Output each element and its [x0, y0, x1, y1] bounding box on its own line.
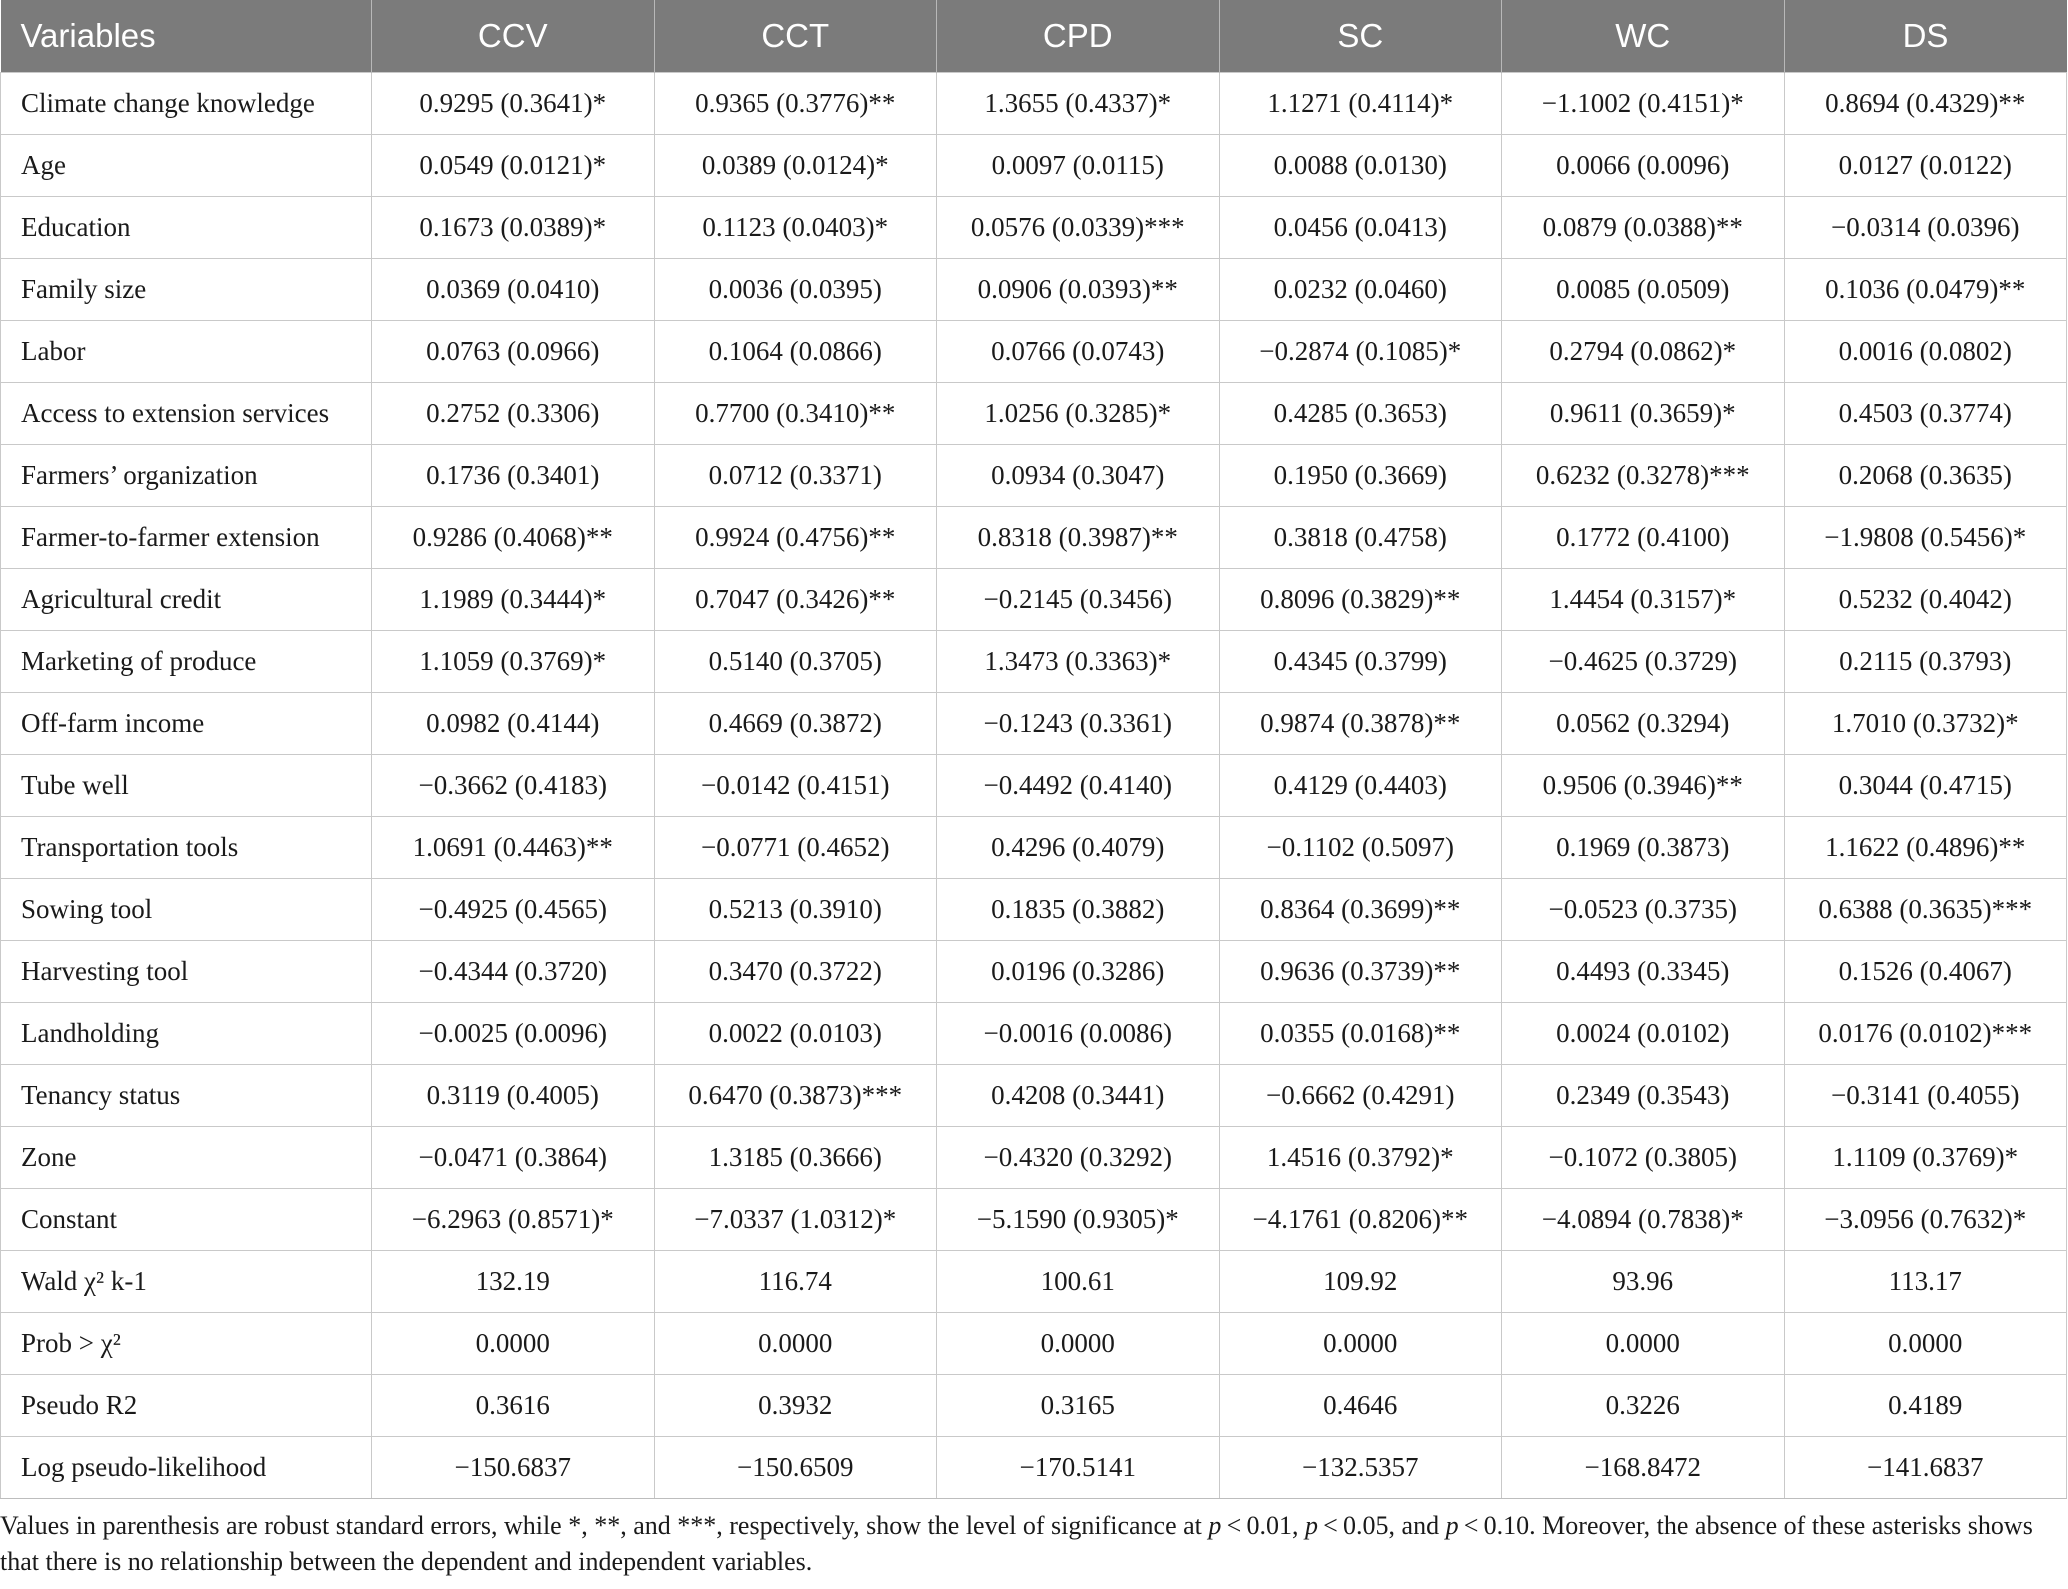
- coefficient-cell: 0.2115 (0.3793): [1784, 631, 2067, 693]
- coefficient-cell: 0.5213 (0.3910): [654, 879, 937, 941]
- coefficient-cell: 0.0000: [654, 1313, 937, 1375]
- coefficient-cell: 0.4208 (0.3441): [937, 1065, 1220, 1127]
- table-row: [1, 1127, 2067, 1189]
- coefficient-cell: −3.0956 (0.7632)*: [1784, 1189, 2067, 1251]
- header-ds: DS: [1784, 0, 2067, 73]
- coefficient-cell: 0.3470 (0.3722): [654, 941, 937, 1003]
- table-row: [1, 73, 2067, 135]
- coefficient-cell: −0.0025 (0.0096): [372, 1003, 655, 1065]
- coefficient-cell: 0.0766 (0.0743): [937, 321, 1220, 383]
- coefficient-cell: −0.6662 (0.4291): [1219, 1065, 1502, 1127]
- coefficient-cell: −0.1072 (0.3805): [1502, 1127, 1785, 1189]
- coefficient-cell: −0.4344 (0.3720): [372, 941, 655, 1003]
- table-body: [1, 73, 2067, 1499]
- table-row: [1, 197, 2067, 259]
- coefficient-cell: 0.4493 (0.3345): [1502, 941, 1785, 1003]
- coefficient-cell: 0.0369 (0.0410): [372, 259, 655, 321]
- coefficient-cell: −0.4492 (0.4140): [937, 755, 1220, 817]
- coefficient-cell: 1.1271 (0.4114)*: [1219, 73, 1502, 135]
- variable-name-cell: Farmer-to-farmer extension: [1, 507, 372, 569]
- coefficient-cell: 0.4296 (0.4079): [937, 817, 1220, 879]
- coefficient-cell: 0.1673 (0.0389)*: [372, 197, 655, 259]
- coefficient-cell: 0.9365 (0.3776)**: [654, 73, 937, 135]
- coefficient-cell: 0.7047 (0.3426)**: [654, 569, 937, 631]
- coefficient-cell: −1.9808 (0.5456)*: [1784, 507, 2067, 569]
- variable-name-cell: Off-farm income: [1, 693, 372, 755]
- coefficient-cell: 0.9611 (0.3659)*: [1502, 383, 1785, 445]
- coefficient-cell: 1.3473 (0.3363)*: [937, 631, 1220, 693]
- coefficient-cell: 0.1036 (0.0479)**: [1784, 259, 2067, 321]
- coefficient-cell: −0.2874 (0.1085)*: [1219, 321, 1502, 383]
- coefficient-cell: 0.1835 (0.3882): [937, 879, 1220, 941]
- coefficient-cell: 113.17: [1784, 1251, 2067, 1313]
- coefficient-cell: −170.5141: [937, 1437, 1220, 1499]
- coefficient-cell: 1.1622 (0.4896)**: [1784, 817, 2067, 879]
- coefficient-cell: 1.3185 (0.3666): [654, 1127, 937, 1189]
- coefficient-cell: 0.0066 (0.0096): [1502, 135, 1785, 197]
- coefficient-cell: 0.3119 (0.4005): [372, 1065, 655, 1127]
- variable-name-cell: Agricultural credit: [1, 569, 372, 631]
- variable-name-cell: Family size: [1, 259, 372, 321]
- coefficient-cell: 109.92: [1219, 1251, 1502, 1313]
- table-row: [1, 1375, 2067, 1437]
- coefficient-cell: −0.3141 (0.4055): [1784, 1065, 2067, 1127]
- coefficient-cell: 0.0016 (0.0802): [1784, 321, 2067, 383]
- coefficient-cell: 0.1526 (0.4067): [1784, 941, 2067, 1003]
- coefficient-cell: 0.9295 (0.3641)*: [372, 73, 655, 135]
- coefficient-cell: 0.4285 (0.3653): [1219, 383, 1502, 445]
- coefficient-cell: 0.8318 (0.3987)**: [937, 507, 1220, 569]
- coefficient-cell: −0.3662 (0.4183): [372, 755, 655, 817]
- coefficient-cell: −7.0337 (1.0312)*: [654, 1189, 937, 1251]
- coefficient-cell: 0.0036 (0.0395): [654, 259, 937, 321]
- coefficient-cell: 0.0000: [372, 1313, 655, 1375]
- variable-name-cell: Transportation tools: [1, 817, 372, 879]
- variable-name-cell: Harvesting tool: [1, 941, 372, 1003]
- coefficient-cell: 0.8694 (0.4329)**: [1784, 73, 2067, 135]
- coefficient-cell: 1.7010 (0.3732)*: [1784, 693, 2067, 755]
- footnote-text-2: < 0.01,: [1221, 1511, 1305, 1540]
- coefficient-cell: −4.1761 (0.8206)**: [1219, 1189, 1502, 1251]
- variable-name-cell: Farmers’ organization: [1, 445, 372, 507]
- header-cct: CCT: [654, 0, 937, 73]
- coefficient-cell: −0.4625 (0.3729): [1502, 631, 1785, 693]
- table-row: [1, 1003, 2067, 1065]
- header-variables: Variables: [1, 0, 372, 73]
- coefficient-cell: −0.1102 (0.5097): [1219, 817, 1502, 879]
- variable-name-cell: Landholding: [1, 1003, 372, 1065]
- coefficient-cell: 0.3932: [654, 1375, 937, 1437]
- table-row: [1, 1313, 2067, 1375]
- variable-name-cell: Constant: [1, 1189, 372, 1251]
- footnote-text-1: Values in parenthesis are robust standard errors, while *, **, and ***, respectively, show the level of significance at: [0, 1511, 1209, 1540]
- table-footnote: [0, 1508, 2066, 1580]
- coefficient-cell: −1.1002 (0.4151)*: [1502, 73, 1785, 135]
- coefficient-cell: 0.0355 (0.0168)**: [1219, 1003, 1502, 1065]
- table-header-row: [1, 0, 2067, 73]
- coefficient-cell: 0.1969 (0.3873): [1502, 817, 1785, 879]
- footnote-p-symbol-2: p: [1304, 1511, 1318, 1540]
- header-cpd: CPD: [937, 0, 1220, 73]
- coefficient-cell: 0.0906 (0.0393)**: [937, 259, 1220, 321]
- coefficient-cell: −0.0471 (0.3864): [372, 1127, 655, 1189]
- table-row: [1, 941, 2067, 1003]
- variable-name-cell: Climate change knowledge: [1, 73, 372, 135]
- coefficient-cell: 0.1772 (0.4100): [1502, 507, 1785, 569]
- coefficient-cell: 0.0879 (0.0388)**: [1502, 197, 1785, 259]
- coefficient-cell: −168.8472: [1502, 1437, 1785, 1499]
- table-row: [1, 569, 2067, 631]
- coefficient-cell: 0.9636 (0.3739)**: [1219, 941, 1502, 1003]
- coefficient-cell: 0.0000: [1784, 1313, 2067, 1375]
- coefficient-cell: 0.0562 (0.3294): [1502, 693, 1785, 755]
- coefficient-cell: 0.0982 (0.4144): [372, 693, 655, 755]
- coefficient-cell: 0.2349 (0.3543): [1502, 1065, 1785, 1127]
- coefficient-cell: 93.96: [1502, 1251, 1785, 1313]
- coefficient-cell: 0.0022 (0.0103): [654, 1003, 937, 1065]
- coefficient-cell: −0.0314 (0.0396): [1784, 197, 2067, 259]
- coefficient-cell: 0.4129 (0.4403): [1219, 755, 1502, 817]
- coefficient-cell: 0.1064 (0.0866): [654, 321, 937, 383]
- table-row: [1, 1437, 2067, 1499]
- table-row: [1, 879, 2067, 941]
- coefficient-cell: 0.0097 (0.0115): [937, 135, 1220, 197]
- variable-name-cell: Tenancy status: [1, 1065, 372, 1127]
- coefficient-cell: 0.1950 (0.3669): [1219, 445, 1502, 507]
- coefficient-cell: 1.3655 (0.4337)*: [937, 73, 1220, 135]
- header-ccv: CCV: [372, 0, 655, 73]
- coefficient-cell: 0.3226: [1502, 1375, 1785, 1437]
- coefficient-cell: 1.0691 (0.4463)**: [372, 817, 655, 879]
- coefficient-cell: 0.9924 (0.4756)**: [654, 507, 937, 569]
- coefficient-cell: 1.1989 (0.3444)*: [372, 569, 655, 631]
- coefficient-cell: 0.4345 (0.3799): [1219, 631, 1502, 693]
- coefficient-cell: 0.4503 (0.3774): [1784, 383, 2067, 445]
- coefficient-cell: −132.5357: [1219, 1437, 1502, 1499]
- coefficient-cell: 0.2068 (0.3635): [1784, 445, 2067, 507]
- coefficient-cell: 0.3165: [937, 1375, 1220, 1437]
- table-row: [1, 259, 2067, 321]
- coefficient-cell: 0.7700 (0.3410)**: [654, 383, 937, 445]
- coefficient-cell: 0.0763 (0.0966): [372, 321, 655, 383]
- coefficient-cell: 0.3616: [372, 1375, 655, 1437]
- footnote-text-3: < 0.05, and: [1317, 1511, 1446, 1540]
- variable-name-cell: Zone: [1, 1127, 372, 1189]
- coefficient-cell: 0.4669 (0.3872): [654, 693, 937, 755]
- table-row: [1, 321, 2067, 383]
- variable-name-cell: Log pseudo-likelihood: [1, 1437, 372, 1499]
- coefficient-cell: −0.0016 (0.0086): [937, 1003, 1220, 1065]
- coefficient-cell: 0.1123 (0.0403)*: [654, 197, 937, 259]
- coefficient-cell: 0.0000: [937, 1313, 1220, 1375]
- variable-name-cell: Prob > χ²: [1, 1313, 372, 1375]
- coefficient-cell: 0.0127 (0.0122): [1784, 135, 2067, 197]
- coefficient-cell: 0.6470 (0.3873)***: [654, 1065, 937, 1127]
- variable-name-cell: Education: [1, 197, 372, 259]
- coefficient-cell: 0.0549 (0.0121)*: [372, 135, 655, 197]
- coefficient-cell: 116.74: [654, 1251, 937, 1313]
- coefficient-cell: 0.4189: [1784, 1375, 2067, 1437]
- table-row: [1, 693, 2067, 755]
- coefficient-cell: 0.0000: [1502, 1313, 1785, 1375]
- header-sc: SC: [1219, 0, 1502, 73]
- coefficient-cell: −5.1590 (0.9305)*: [937, 1189, 1220, 1251]
- coefficient-cell: −150.6509: [654, 1437, 937, 1499]
- coefficient-cell: 100.61: [937, 1251, 1220, 1313]
- coefficient-cell: 0.0712 (0.3371): [654, 445, 937, 507]
- coefficient-cell: 1.1109 (0.3769)*: [1784, 1127, 2067, 1189]
- coefficient-cell: 0.2752 (0.3306): [372, 383, 655, 445]
- coefficient-cell: 0.0000: [1219, 1313, 1502, 1375]
- table-row: [1, 1251, 2067, 1313]
- coefficient-cell: 0.1736 (0.3401): [372, 445, 655, 507]
- variable-name-cell: Age: [1, 135, 372, 197]
- variable-name-cell: Access to extension services: [1, 383, 372, 445]
- table-row: [1, 755, 2067, 817]
- coefficient-cell: −0.2145 (0.3456): [937, 569, 1220, 631]
- table-row: [1, 135, 2067, 197]
- coefficient-cell: 1.0256 (0.3285)*: [937, 383, 1220, 445]
- coefficient-cell: 0.9506 (0.3946)**: [1502, 755, 1785, 817]
- table-row: [1, 1189, 2067, 1251]
- coefficient-cell: 132.19: [372, 1251, 655, 1313]
- coefficient-cell: 0.2794 (0.0862)*: [1502, 321, 1785, 383]
- variable-name-cell: Tube well: [1, 755, 372, 817]
- variable-name-cell: Wald χ² k-1: [1, 1251, 372, 1313]
- table-row: [1, 631, 2067, 693]
- coefficient-cell: −6.2963 (0.8571)*: [372, 1189, 655, 1251]
- coefficient-cell: −0.0523 (0.3735): [1502, 879, 1785, 941]
- coefficient-cell: 0.8096 (0.3829)**: [1219, 569, 1502, 631]
- coefficient-cell: 1.4454 (0.3157)*: [1502, 569, 1785, 631]
- variable-name-cell: Pseudo R2: [1, 1375, 372, 1437]
- header-wc: WC: [1502, 0, 1785, 73]
- coefficient-cell: 0.0024 (0.0102): [1502, 1003, 1785, 1065]
- footnote-p-symbol-3: p: [1445, 1511, 1459, 1540]
- table-row: [1, 1065, 2067, 1127]
- coefficient-cell: 0.0389 (0.0124)*: [654, 135, 937, 197]
- coefficient-cell: 0.0196 (0.3286): [937, 941, 1220, 1003]
- coefficient-cell: 0.4646: [1219, 1375, 1502, 1437]
- coefficient-cell: 0.0576 (0.0339)***: [937, 197, 1220, 259]
- table-row: [1, 817, 2067, 879]
- variable-name-cell: Sowing tool: [1, 879, 372, 941]
- coefficient-cell: −0.0771 (0.4652): [654, 817, 937, 879]
- coefficient-cell: 0.3818 (0.4758): [1219, 507, 1502, 569]
- coefficient-cell: −0.1243 (0.3361): [937, 693, 1220, 755]
- coefficient-cell: 0.5232 (0.4042): [1784, 569, 2067, 631]
- footnote-text-4: < 0.10. Moreover, the absence of these asterisks shows that there is no relationship between the dependent and independent variables.: [0, 1511, 2033, 1576]
- variable-name-cell: Marketing of produce: [1, 631, 372, 693]
- coefficient-cell: 0.3044 (0.4715): [1784, 755, 2067, 817]
- table-row: [1, 507, 2067, 569]
- coefficient-cell: −150.6837: [372, 1437, 655, 1499]
- coefficient-cell: 1.4516 (0.3792)*: [1219, 1127, 1502, 1189]
- coefficient-cell: −0.0142 (0.4151): [654, 755, 937, 817]
- coefficient-cell: −141.6837: [1784, 1437, 2067, 1499]
- coefficient-cell: 0.9286 (0.4068)**: [372, 507, 655, 569]
- coefficient-cell: 0.0085 (0.0509): [1502, 259, 1785, 321]
- coefficient-cell: 0.0176 (0.0102)***: [1784, 1003, 2067, 1065]
- coefficient-cell: 0.6232 (0.3278)***: [1502, 445, 1785, 507]
- coefficient-cell: 0.0232 (0.0460): [1219, 259, 1502, 321]
- coefficient-cell: 0.5140 (0.3705): [654, 631, 937, 693]
- coefficient-cell: 1.1059 (0.3769)*: [372, 631, 655, 693]
- coefficient-cell: 0.6388 (0.3635)***: [1784, 879, 2067, 941]
- coefficient-cell: 0.0456 (0.0413): [1219, 197, 1502, 259]
- coefficient-cell: −4.0894 (0.7838)*: [1502, 1189, 1785, 1251]
- coefficient-cell: −0.4925 (0.4565): [372, 879, 655, 941]
- variable-name-cell: Labor: [1, 321, 372, 383]
- table-row: [1, 383, 2067, 445]
- footnote-p-symbol-1: p: [1208, 1511, 1222, 1540]
- coefficient-cell: 0.8364 (0.3699)**: [1219, 879, 1502, 941]
- coefficient-cell: 0.9874 (0.3878)**: [1219, 693, 1502, 755]
- coefficient-cell: −0.4320 (0.3292): [937, 1127, 1220, 1189]
- coefficient-cell: 0.0934 (0.3047): [937, 445, 1220, 507]
- coefficient-cell: 0.0088 (0.0130): [1219, 135, 1502, 197]
- table-row: [1, 445, 2067, 507]
